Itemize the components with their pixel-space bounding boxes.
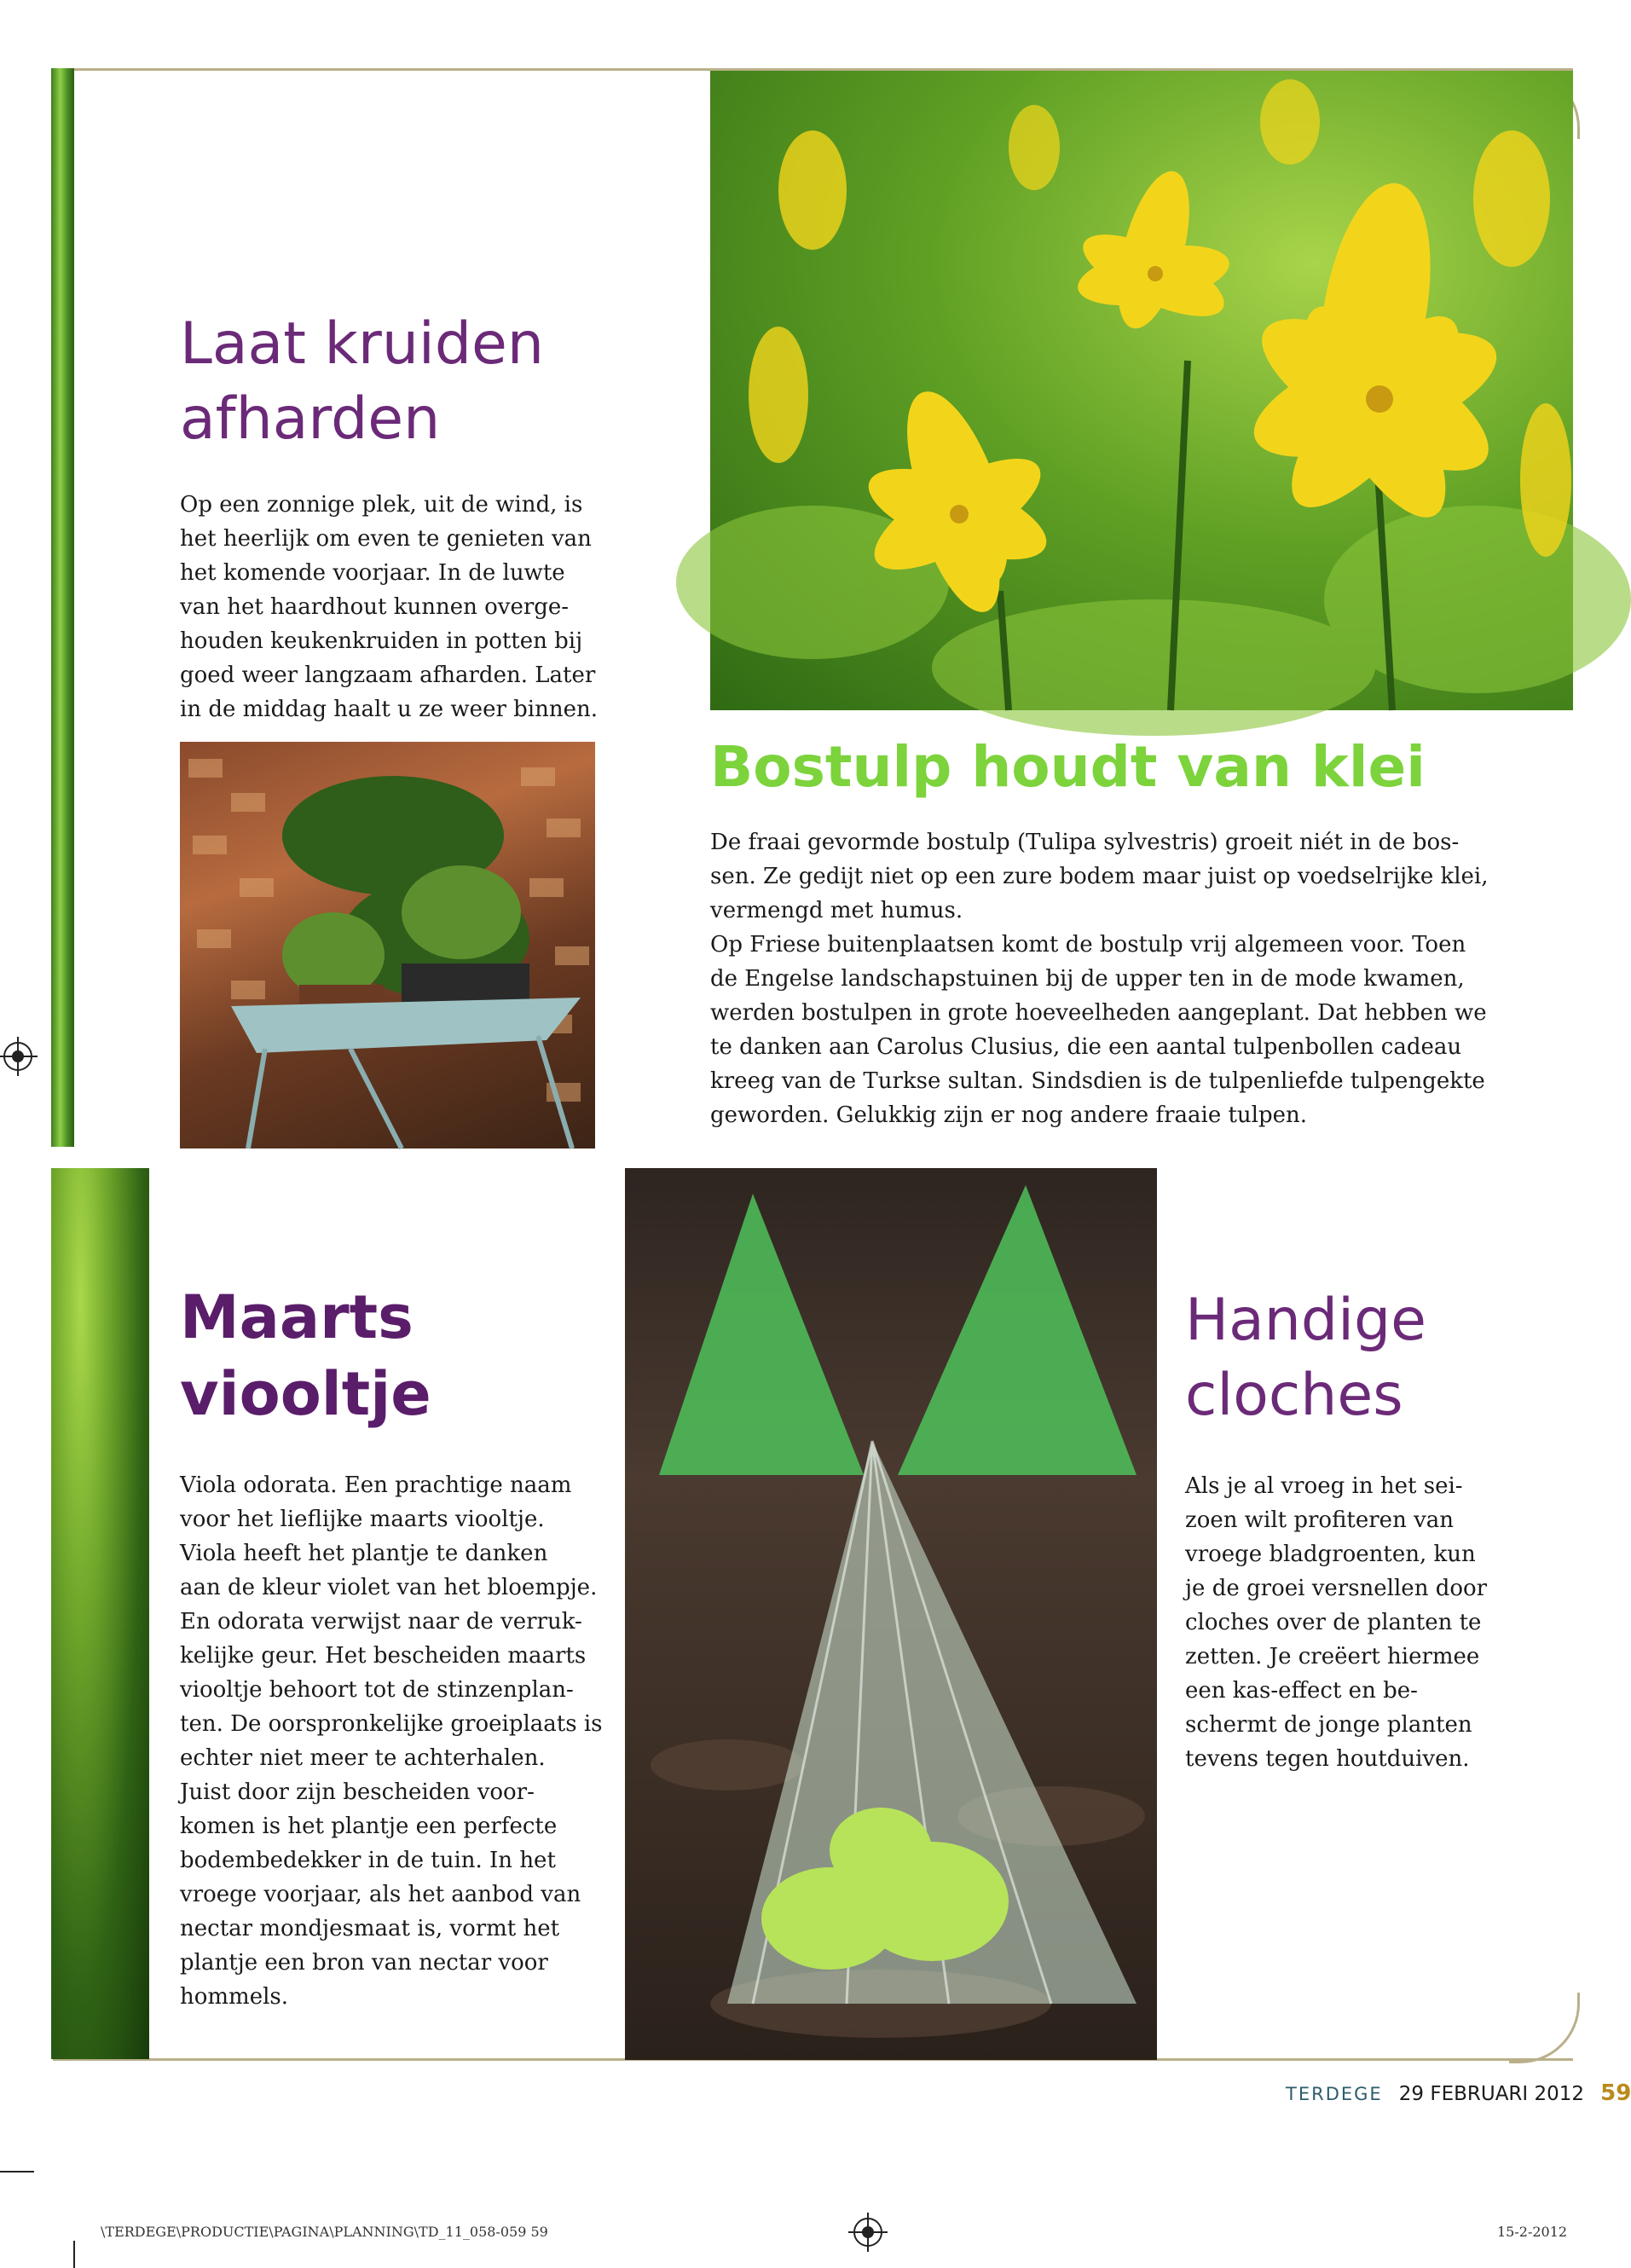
violet-title bbox=[180, 1279, 615, 1432]
cloches-section bbox=[1185, 1283, 1560, 1776]
tulip-title: Bostulp houdt van klei bbox=[710, 734, 1426, 800]
wild-tulip-photo bbox=[710, 71, 1573, 710]
magazine-brand: TERDEGE bbox=[1286, 2084, 1383, 2104]
registration-mark-icon bbox=[853, 2218, 882, 2247]
issue-date: 29 FEBRUARI 2012 bbox=[1398, 2083, 1585, 2105]
herbs-title-line2: afharden bbox=[180, 385, 441, 453]
herbs-section bbox=[180, 307, 657, 726]
cloches-title-line2: cloches bbox=[1185, 1362, 1403, 1429]
herbs-body: Op een zonnige plek, uit de wind, is het heerlijk om even te genieten van het komende voorjaar. In de luwte van het haardhout kunnen overge- houden keukenkruiden in potten bij goed weer langzaam afharden. Later in de middag haalt u ze weer binnen. bbox=[180, 492, 598, 722]
violet-title-line1: Maarts bbox=[180, 1282, 414, 1352]
cloches-title-line1: Handige bbox=[1185, 1287, 1426, 1354]
registration-mark-icon bbox=[3, 1042, 32, 1071]
violet-leaf-photo bbox=[51, 1168, 149, 2059]
tulip-body: De fraai gevormde bostulp (Tulipa sylvestris) groeit niét in de bos- sen. Ze gedijt niet op een zure bodem maar juist op voedselrijke klei, vermengd met humus. Op Friese buitenplaatsen komt de bostulp vrij algemeen voor. Toen de Engelse landschapstuinen bij de upper ten in de mode kwamen, werden bostulpen in grote hoeveelheden aangeplant. Dat hebben we te danken aan Carolus Clusius, die een aantal tulpenbollen cadeau kreeg van de Turkse sultan. Sindsdien is de tulpenliefde tulpengekte geworden. Gelukkig zijn er nog andere fraaie tulpen. bbox=[710, 830, 1489, 1128]
violet-title-line2: viooltje bbox=[180, 1359, 431, 1429]
cloches-body: Als je al vroeg in het sei- zoen wilt profiteren van vroege bladgroenten, kun je de groei versnellen door cloches over de planten te zetten. Je creëert hiermee een kas-effect en be- schermt de jonge planten tevens tegen houtduiven. bbox=[1185, 1473, 1488, 1772]
cloches-title bbox=[1185, 1283, 1560, 1433]
violet-body: Viola odorata. Een prachtige naam voor het lieflijke maarts viooltje. Viola heeft het plantje te danken aan de kleur violet van het bloempje. En odorata verwijst naar de verruk- kelijke geur. Het bescheiden maarts viooltje behoort tot de stinzenplan- ten. De oorspronkelijke groeiplaats is echter niet meer te achterhalen. Juist door zijn bescheiden voor- komen is het plantje een perfecte bodembedekker in de tuin. In het vroege voorjaar, als het aanbod van nectar mondjesmaat is, vormt het plantje een bron van nectar voor hommels. bbox=[180, 1472, 603, 2010]
tulip-section bbox=[710, 733, 1571, 1132]
garden-cloches-photo bbox=[625, 1168, 1157, 2060]
page-footer bbox=[1286, 2080, 1631, 2106]
crop-mark bbox=[0, 2171, 34, 2173]
slug-path: \TERDEGE\PRODUCTIE\PAGINA\PLANNING\TD_11_058-059 59 bbox=[101, 2224, 548, 2240]
herbs-by-woodpile-photo bbox=[180, 742, 595, 1148]
page-number: 59 bbox=[1600, 2080, 1631, 2106]
violet-section bbox=[180, 1279, 615, 2014]
page-frame-corner bbox=[1509, 1993, 1580, 2063]
herbs-title-line1: Laat kruiden bbox=[180, 310, 544, 378]
left-edge-photo-strip bbox=[51, 68, 74, 1147]
herbs-title bbox=[180, 307, 657, 457]
crop-mark bbox=[73, 2241, 75, 2268]
slug-date: 15-2-2012 bbox=[1497, 2224, 1568, 2240]
